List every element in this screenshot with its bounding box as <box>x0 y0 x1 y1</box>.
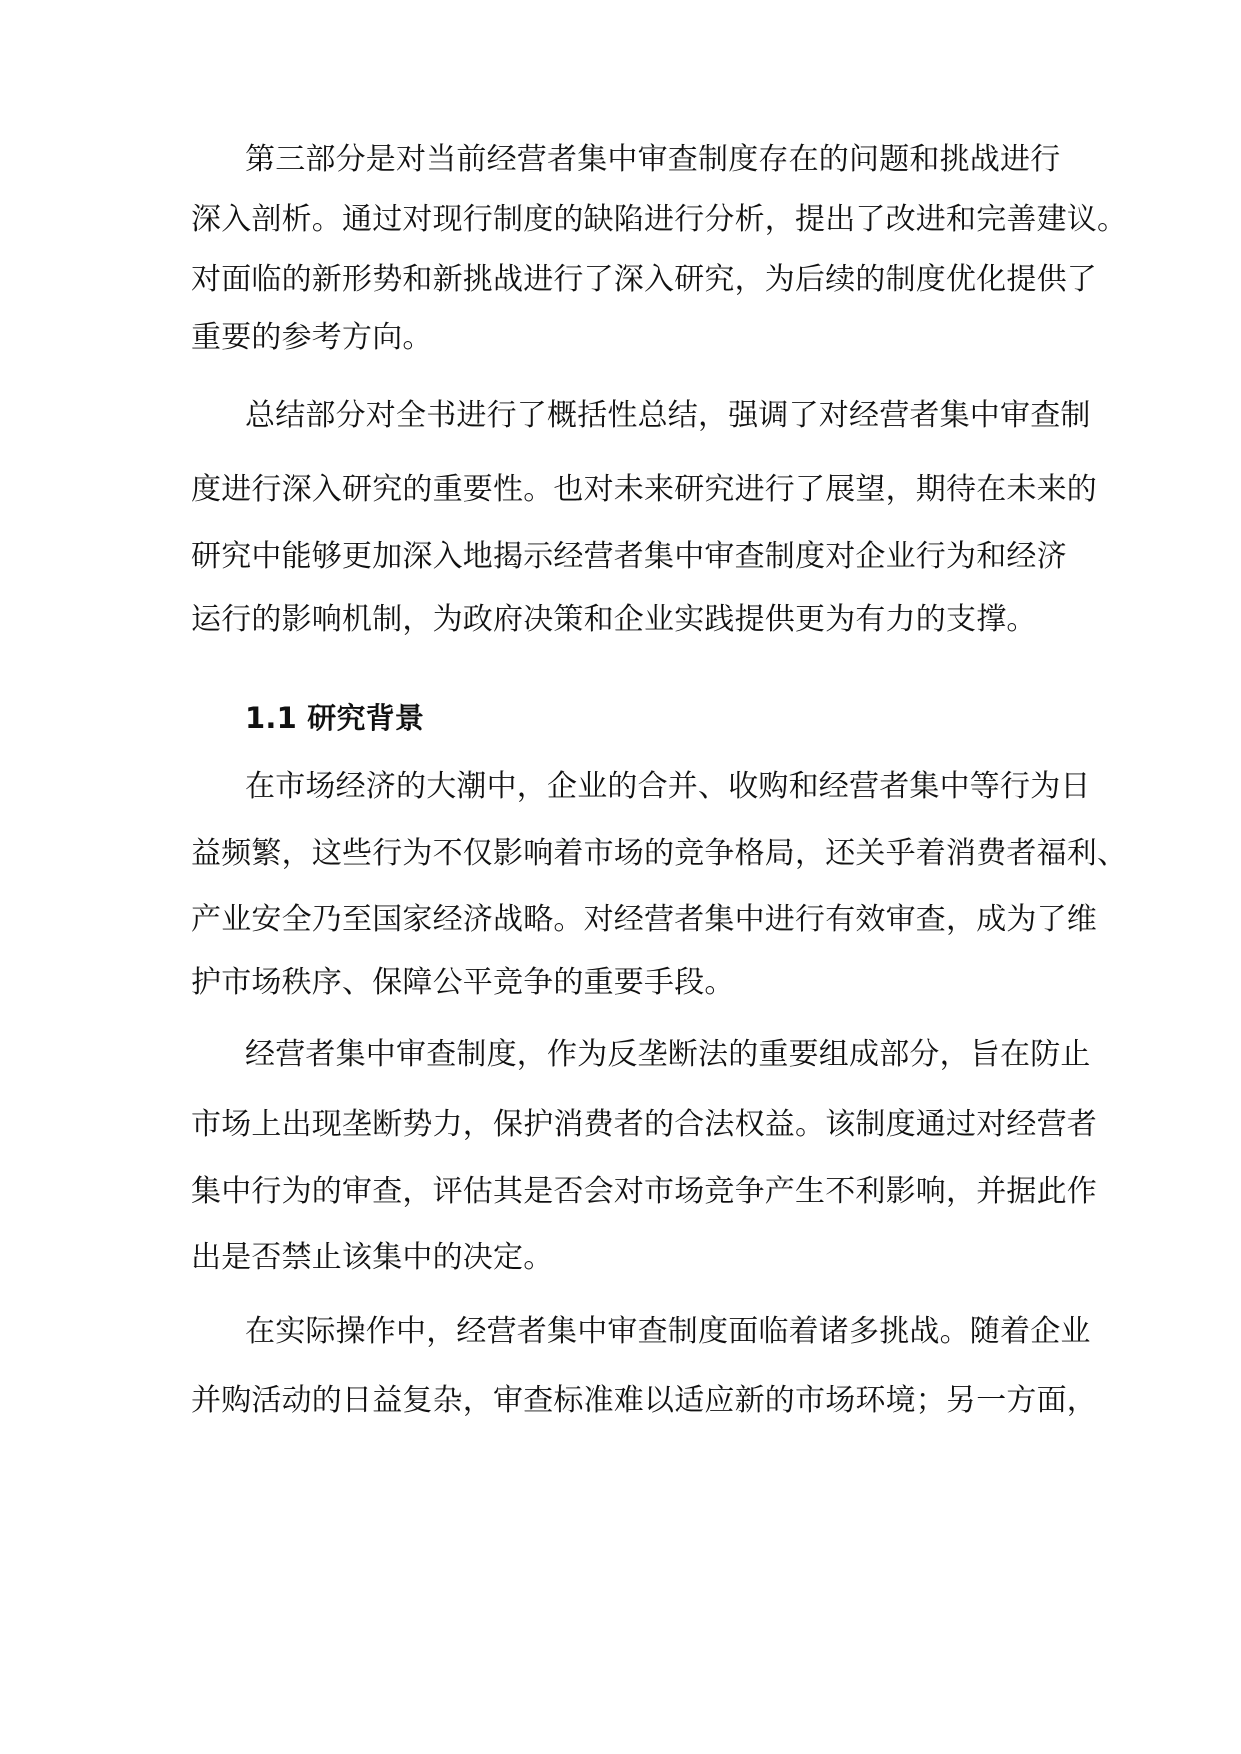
paragraph-1-line-2: 深入剖析。通过对现行制度的缺陷进行分析，提出了改进和完善建议。 <box>191 202 1128 237</box>
paragraph-1-line-3: 对面临的新形势和新挑战进行了深入研究，为后续的制度优化提供了 <box>191 262 1097 297</box>
paragraph-2-line-3: 研究中能够更加深入地揭示经营者集中审查制度对企业行为和经济 <box>191 539 1067 574</box>
paragraph-5-line-2: 并购活动的日益复杂，审查标准难以适应新的市场环境；另一方面， <box>191 1383 1097 1418</box>
paragraph-4-line-2: 市场上出现垄断势力，保护消费者的合法权益。该制度通过对经营者 <box>191 1107 1097 1142</box>
paragraph-3-line-4: 护市场秩序、保障公平竞争的重要手段。 <box>191 965 735 1000</box>
paragraph-1-line-4: 重要的参考方向。 <box>191 320 433 355</box>
paragraph-3-line-3: 产业安全乃至国家经济战略。对经营者集中进行有效审查，成为了维 <box>191 902 1097 937</box>
paragraph-3-line-1: 在市场经济的大潮中，企业的合并、收购和经营者集中等行为日 <box>245 769 1091 804</box>
paragraph-2-line-2: 度进行深入研究的重要性。也对未来研究进行了展望，期待在未来的 <box>191 472 1097 507</box>
paragraph-4-line-1: 经营者集中审查制度，作为反垄断法的重要组成部分，旨在防止 <box>245 1037 1091 1072</box>
paragraph-5-line-1: 在实际操作中，经营者集中审查制度面临着诸多挑战。随着企业 <box>245 1314 1091 1349</box>
paragraph-1-line-1: 第三部分是对当前经营者集中审查制度存在的问题和挑战进行 <box>245 142 1061 177</box>
section-heading: 1.1 研究背景 <box>245 701 425 735</box>
paragraph-4-line-4: 出是否禁止该集中的决定。 <box>191 1240 554 1275</box>
paragraph-3-line-2: 益频繁，这些行为不仅影响着市场的竞争格局，还关乎着消费者福利、 <box>191 836 1128 871</box>
paragraph-4-line-3: 集中行为的审查，评估其是否会对市场竞争产生不利影响，并据此作 <box>191 1174 1097 1209</box>
paragraph-2-line-4: 运行的影响机制，为政府决策和企业实践提供更为有力的支撑。 <box>191 602 1037 637</box>
paragraph-2-line-1: 总结部分对全书进行了概括性总结，强调了对经营者集中审查制 <box>245 398 1091 433</box>
